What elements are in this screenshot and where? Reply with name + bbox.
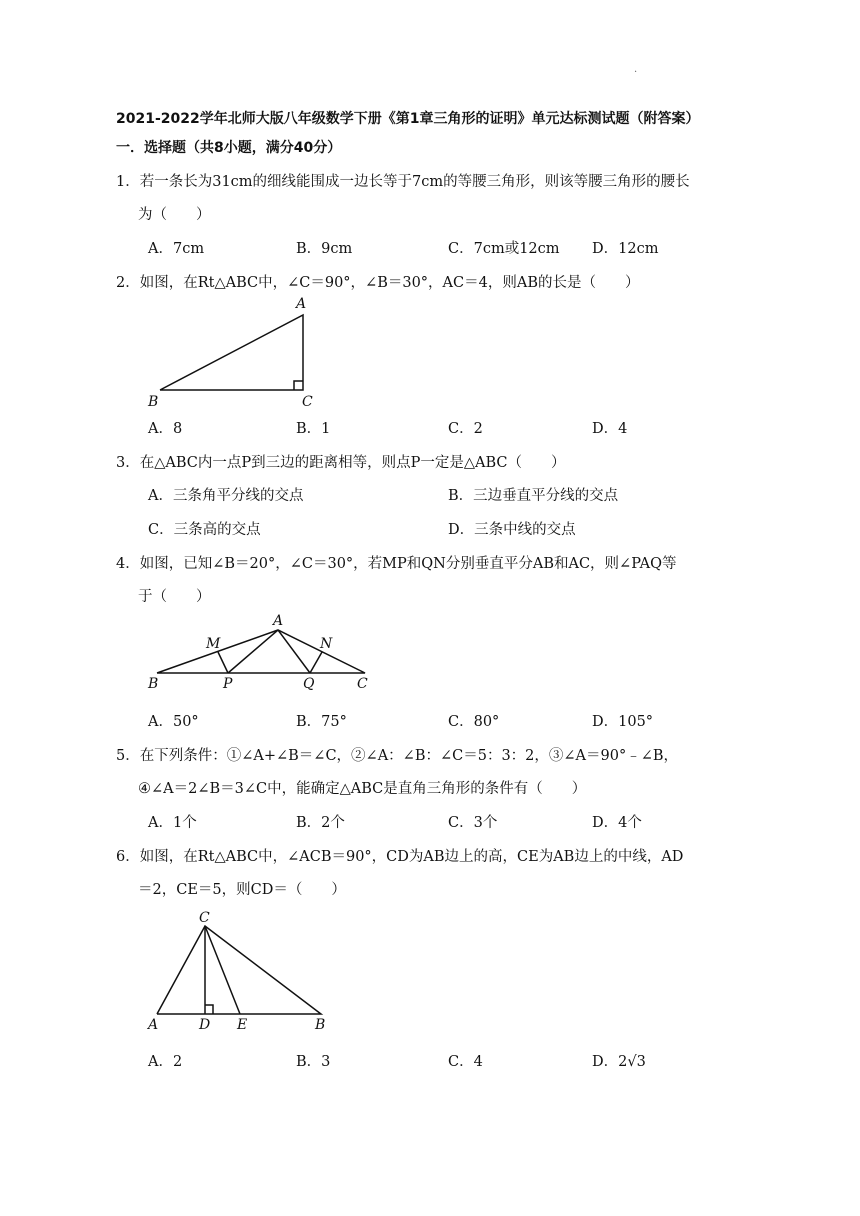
question-6-stem-line-1: 6．如图，在Rt△ABC中，∠ACB＝90°，CD为AB边上的高，CE为AB边上的中线，AD — [116, 849, 684, 865]
triangle-abc — [157, 630, 365, 673]
question-6-option-a[interactable]: A．2 — [148, 1054, 183, 1070]
label-b: B — [148, 394, 159, 410]
question-3-option-a[interactable]: A．三条角平分线的交点 — [148, 488, 304, 504]
label-q: Q — [303, 676, 315, 692]
label-a: A — [296, 296, 307, 312]
question-5-stem-line-1: 5．在下列条件：①∠A+∠B＝∠C，②∠A：∠B：∠C＝5：3：2，③∠A＝90°﹣∠B， — [116, 748, 679, 764]
question-4-stem-line-1: 4．如图，已知∠B＝20°，∠C＝30°，若MP和QN分别垂直平分AB和AC，则∠PAQ等 — [116, 556, 677, 572]
label-c: C — [199, 910, 210, 926]
question-4-option-a[interactable]: A．50° — [148, 714, 199, 730]
question-6-option-b[interactable]: B．3 — [296, 1054, 331, 1070]
question-3-option-c[interactable]: C．三条高的交点 — [148, 522, 261, 538]
question-2-option-c[interactable]: C．2 — [448, 421, 483, 437]
label-b: B — [315, 1017, 326, 1033]
question-3-option-d[interactable]: D．三条中线的交点 — [448, 522, 576, 538]
segment-aq — [278, 630, 310, 673]
question-1-option-c[interactable]: C．7cm或12cm — [448, 241, 560, 257]
question-5-option-d[interactable]: D．4个 — [592, 815, 642, 831]
question-3-option-b[interactable]: B．三边垂直平分线的交点 — [448, 488, 619, 504]
question-6-stem-line-2: ＝2，CE＝5，则CD＝（ ） — [138, 882, 346, 898]
label-a: A — [148, 1017, 159, 1033]
right-angle-mark — [294, 381, 303, 390]
label-c: C — [302, 394, 313, 410]
question-1-option-b[interactable]: B．9cm — [296, 241, 353, 257]
label-a: A — [273, 613, 284, 629]
question-1-stem-line-1: 1．若一条长为31cm的细线能围成一边长等于7cm的等腰三角形，则该等腰三角形的腰长 — [116, 174, 690, 190]
label-m: M — [206, 636, 221, 652]
label-p: P — [223, 676, 233, 692]
triangle-abc — [160, 315, 303, 390]
label-b: B — [148, 676, 159, 692]
question-4-stem-line-2: 于（ ） — [138, 589, 211, 605]
question-4-option-b[interactable]: B．75° — [296, 714, 347, 730]
question-6-option-c[interactable]: C．4 — [448, 1054, 483, 1070]
question-5-stem-line-2: ④∠A＝2∠B＝3∠C中，能确定△ABC是直角三角形的条件有（ ） — [138, 781, 587, 797]
question-4-figure-triangle — [140, 610, 380, 692]
question-4-option-c[interactable]: C．80° — [448, 714, 500, 730]
question-6-figure-right-triangle — [140, 908, 350, 1036]
question-1-option-a[interactable]: A．7cm — [148, 241, 205, 257]
section-heading: 一．选择题（共8小题，满分40分） — [116, 140, 342, 156]
question-5-option-a[interactable]: A．1个 — [148, 815, 197, 831]
segment-qn — [310, 652, 322, 673]
question-5-option-c[interactable]: C．3个 — [448, 815, 498, 831]
question-1-option-d[interactable]: D．12cm — [592, 241, 659, 257]
segment-mp — [218, 652, 228, 673]
question-2-stem: 2．如图，在Rt△ABC中，∠C＝90°，∠B＝30°，AC＝4，则AB的长是（ ） — [116, 275, 640, 291]
question-5-option-b[interactable]: B．2个 — [296, 815, 345, 831]
label-d: D — [199, 1017, 211, 1033]
page-mark: . — [634, 64, 638, 75]
question-2-figure-right-triangle — [140, 294, 330, 412]
label-c: C — [357, 676, 368, 692]
right-angle-mark — [205, 1005, 213, 1014]
label-n: N — [320, 636, 333, 652]
question-2-option-d[interactable]: D．4 — [592, 421, 628, 437]
label-e: E — [237, 1017, 248, 1033]
document-title: 2021-2022学年北师大版八年级数学下册《第1章三角形的证明》单元达标测试题（附答案） — [116, 111, 700, 127]
question-3-stem: 3．在△ABC内一点P到三边的距离相等，则点P一定是△ABC（ ） — [116, 455, 566, 471]
segment-ap — [228, 630, 278, 673]
question-2-option-a[interactable]: A．8 — [148, 421, 183, 437]
question-6-option-d[interactable]: D．2√3 — [592, 1054, 646, 1070]
triangle-abc — [157, 926, 321, 1014]
question-4-option-d[interactable]: D．105° — [592, 714, 654, 730]
question-2-option-b[interactable]: B．1 — [296, 421, 331, 437]
question-1-stem-line-2: 为（ ） — [138, 207, 211, 223]
